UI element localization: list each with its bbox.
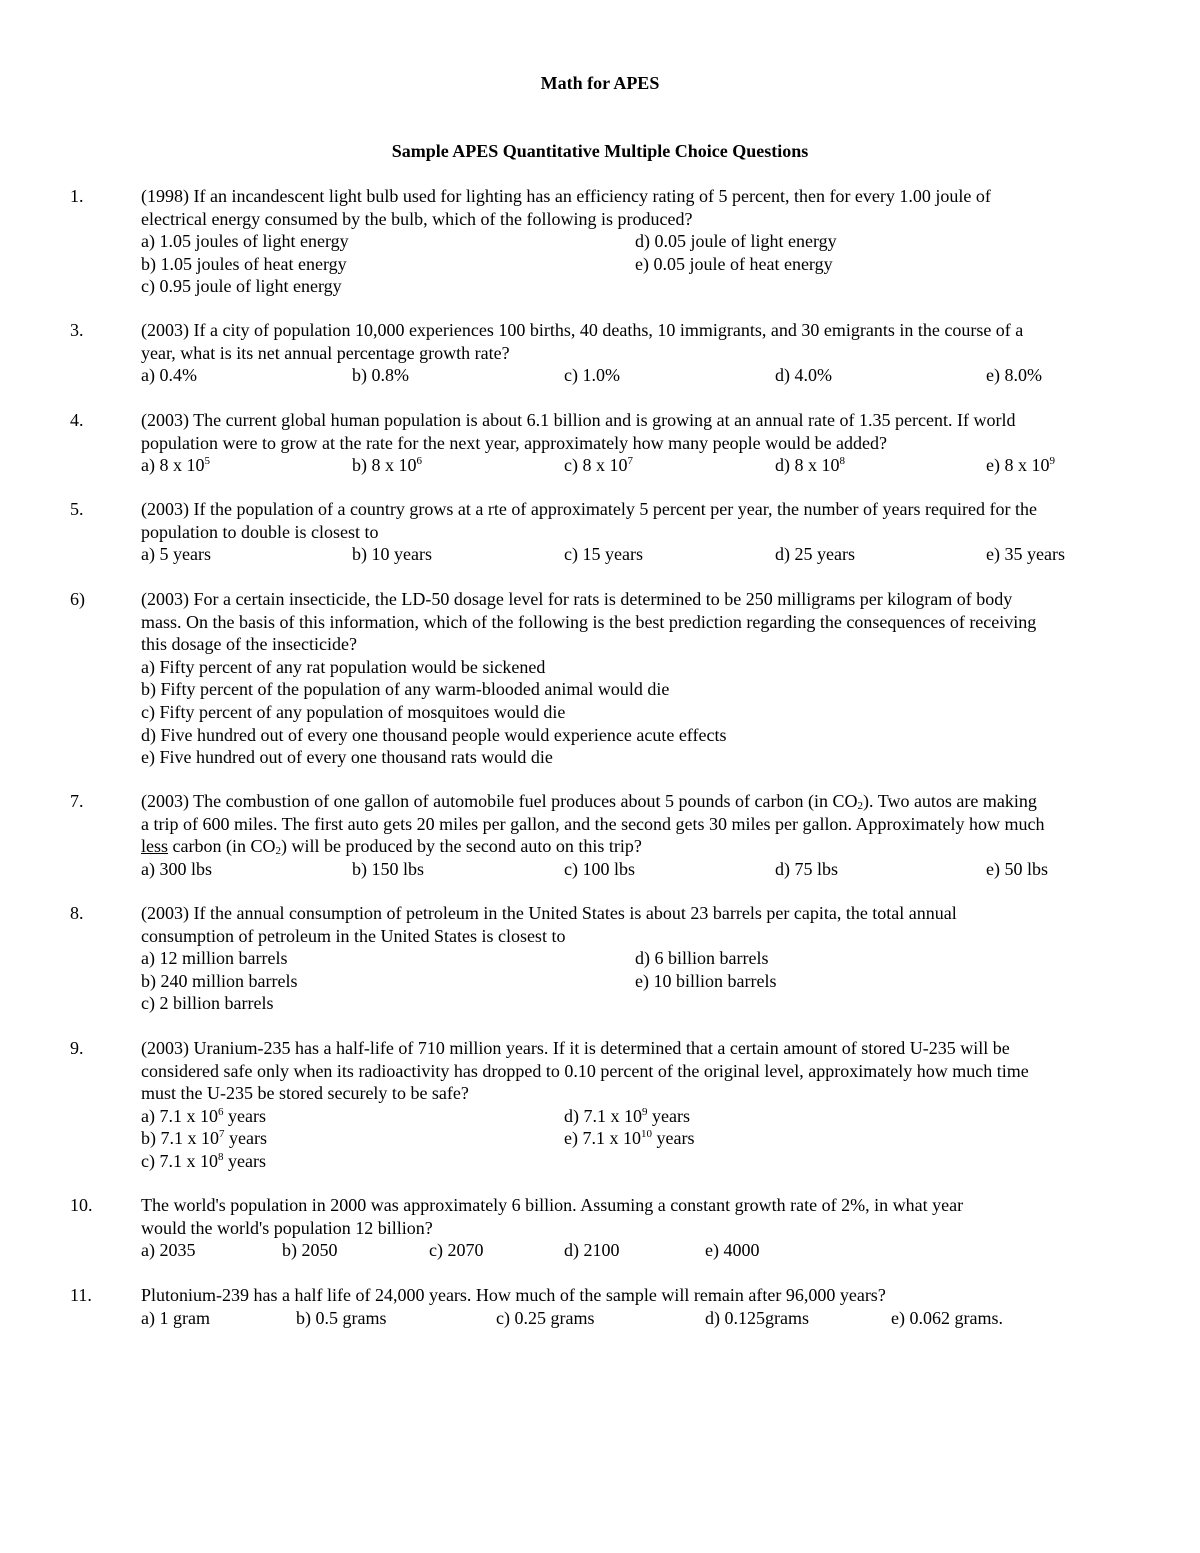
question-body: [141, 902, 1131, 1015]
question-text: consumption of petroleum in the United States is closest to: [141, 925, 566, 946]
question-text: would the world's population 12 billion?: [141, 1217, 433, 1238]
page-title: Math for APES: [540, 73, 660, 93]
question-number: 10.: [70, 1195, 93, 1215]
option-b[interactable]: b) 8 x $10^6$: [352, 455, 422, 476]
option-d[interactable]: d) 7.1 x $10^9$ years: [564, 1105, 690, 1126]
question-body: [141, 1284, 1131, 1329]
option-a[interactable]: a) 300 lbs: [141, 858, 212, 879]
question-text: (2003) Uranium-235 has a half-life of 710 million years. If it is determined that a certain amount of stored U-235 will be: [141, 1038, 1010, 1058]
option-a[interactable]: a) 1 gram: [141, 1307, 210, 1328]
question-text: (2003) If the population of a country grows at a rte of approximately 5 percent per year, the number of years required for the: [141, 499, 1037, 519]
option-c[interactable]: c) 0.25 grams: [496, 1307, 595, 1328]
section-subtitle: Sample APES Quantitative Multiple Choice Questions: [391, 141, 809, 161]
option-d[interactable]: d) 25 years: [775, 544, 855, 565]
question-body: [141, 1037, 1131, 1173]
option-a[interactable]: a) 2035: [141, 1240, 196, 1261]
option-a[interactable]: a) 1.05 joules of light energy: [141, 231, 349, 252]
option-b[interactable]: b) 0.5 grams: [296, 1307, 387, 1328]
question-number: 4.: [70, 410, 84, 430]
question-number: 5.: [70, 499, 84, 519]
question-body: [141, 409, 1131, 477]
option-e[interactable]: e) 0.062 grams.: [891, 1307, 1003, 1328]
option-b[interactable]: b) 7.1 x $10^7$ years: [141, 1128, 267, 1149]
option-d[interactable]: d) 4.0%: [775, 365, 832, 386]
option-a[interactable]: a) 7.1 x $10^6$ years: [141, 1105, 266, 1126]
option-a[interactable]: a) 5 years: [141, 544, 211, 565]
option-d[interactable]: d) Five hundred out of every one thousand people would experience acute effects: [141, 724, 727, 745]
option-b[interactable]: b) 2050: [282, 1240, 338, 1261]
option-c[interactable]: c) 1.0%: [564, 365, 620, 386]
option-c[interactable]: c) 100 lbs: [564, 858, 635, 879]
question-body: [141, 498, 1131, 566]
question-text: mass. On the basis of this information, which of the following is the best prediction regarding the consequences of receiving: [141, 611, 1037, 632]
option-e[interactable]: e) 50 lbs: [986, 858, 1048, 879]
option-b[interactable]: b) 10 years: [352, 544, 432, 565]
question-number: 3.: [70, 320, 84, 340]
option-d[interactable]: d) 75 lbs: [775, 858, 838, 879]
question-text: must the U-235 be stored securely to be safe?: [141, 1083, 469, 1104]
question-text: a trip of 600 miles. The first auto gets 20 miles per gallon, and the second gets 30 miles per gallon. Approximately how much: [141, 813, 1045, 834]
question-text: (2003) The combustion of one gallon of automobile fuel produces about 5 pounds of carbon (in $CO_2$). Two autos are making: [141, 791, 1037, 812]
question-text: The world's population in 2000 was approximately 6 billion. Assuming a constant growth rate of 2%, in what year: [141, 1195, 964, 1215]
question-text: considered safe only when its radioactivity has dropped to 0.10 percent of the original level, approximately how much time: [141, 1060, 1029, 1081]
question-text: Plutonium-239 has a half life of 24,000 years. How much of the sample will remain after 96,000 years?: [141, 1285, 886, 1305]
option-d[interactable]: d) 0.05 joule of light energy: [635, 231, 837, 252]
question-text: (2003) The current global human population is about 6.1 billion and is growing at an annual rate of 1.35 percent. If world: [141, 410, 1016, 430]
option-c[interactable]: c) 7.1 x $10^8$ years: [141, 1150, 266, 1171]
question-text: population were to grow at the rate for the next year, approximately how many people would be added?: [141, 432, 888, 453]
option-c[interactable]: c) Fifty percent of any population of mosquitoes would die: [141, 701, 566, 722]
question-number: 11.: [70, 1285, 92, 1305]
option-e[interactable]: e) 4000: [705, 1240, 760, 1261]
option-b[interactable]: b) Fifty percent of the population of any warm-blooded animal would die: [141, 679, 670, 700]
question-number: 6): [70, 589, 85, 609]
option-c[interactable]: c) 2 billion barrels: [141, 993, 274, 1014]
option-a[interactable]: a) Fifty percent of any rat population would be sickened: [141, 656, 546, 677]
option-a[interactable]: a) 12 million barrels: [141, 948, 288, 969]
option-d[interactable]: d) 2100: [564, 1240, 620, 1261]
question-text: (1998) If an incandescent light bulb used for lighting has an efficiency rating of 5 percent, then for every 1.00 joule of: [141, 186, 991, 206]
question-body: [141, 588, 1131, 769]
option-a[interactable]: a) 8 x $10^5$: [141, 455, 210, 476]
option-e[interactable]: e) 8.0%: [986, 365, 1042, 386]
option-b[interactable]: b) 150 lbs: [352, 858, 424, 879]
option-c[interactable]: c) 15 years: [564, 544, 643, 565]
option-e[interactable]: e) 35 years: [986, 544, 1065, 565]
question-body: [141, 319, 1131, 387]
option-c[interactable]: c) 2070: [429, 1240, 484, 1261]
question-body: [141, 185, 1131, 298]
question-number: 7.: [70, 791, 84, 811]
option-b[interactable]: b) 0.8%: [352, 365, 409, 386]
question-text: this dosage of the insecticide?: [141, 634, 357, 655]
question-text: electrical energy consumed by the bulb, which of the following is produced?: [141, 208, 693, 229]
option-e[interactable]: e) 8 x $10^9$: [986, 455, 1055, 476]
option-d[interactable]: d) 8 x $10^8$: [775, 455, 845, 476]
option-e[interactable]: e) 10 billion barrels: [635, 970, 777, 991]
question-number: 9.: [70, 1038, 84, 1058]
option-c[interactable]: c) 8 x $10^7$: [564, 455, 633, 476]
question-text: population to double is closest to: [141, 521, 379, 542]
option-e[interactable]: e) 7.1 x $10^{10}$ years: [564, 1128, 695, 1149]
question-text: (2003) If the annual consumption of petroleum in the United States is about 23 barrels per capita, the total annual: [141, 903, 957, 923]
option-c[interactable]: c) 0.95 joule of light energy: [141, 276, 342, 297]
question-number: 8.: [70, 903, 84, 923]
question-body: [141, 1194, 1131, 1262]
question-text: less carbon (in $CO_2$) will be produced by the second auto on this trip?: [141, 836, 642, 858]
option-a[interactable]: a) 0.4%: [141, 365, 197, 386]
option-d[interactable]: d) 6 billion barrels: [635, 948, 769, 969]
question-text: (2003) For a certain insecticide, the LD-50 dosage level for rats is determined to be 250 milligrams per kilogram of body: [141, 589, 1013, 609]
question-number: 1.: [70, 186, 84, 206]
question-text: year, what is its net annual percentage growth rate?: [141, 342, 510, 363]
option-e[interactable]: e) 0.05 joule of heat energy: [635, 253, 833, 274]
question-body: [141, 790, 1131, 880]
option-b[interactable]: b) 1.05 joules of heat energy: [141, 253, 347, 274]
option-b[interactable]: b) 240 million barrels: [141, 970, 298, 991]
question-text: (2003) If a city of population 10,000 experiences 100 births, 40 deaths, 10 immigrants, and 30 emigrants in the course of a: [141, 320, 1024, 340]
option-d[interactable]: d) 0.125grams: [705, 1307, 809, 1328]
option-e[interactable]: e) Five hundred out of every one thousand rats would die: [141, 747, 553, 768]
